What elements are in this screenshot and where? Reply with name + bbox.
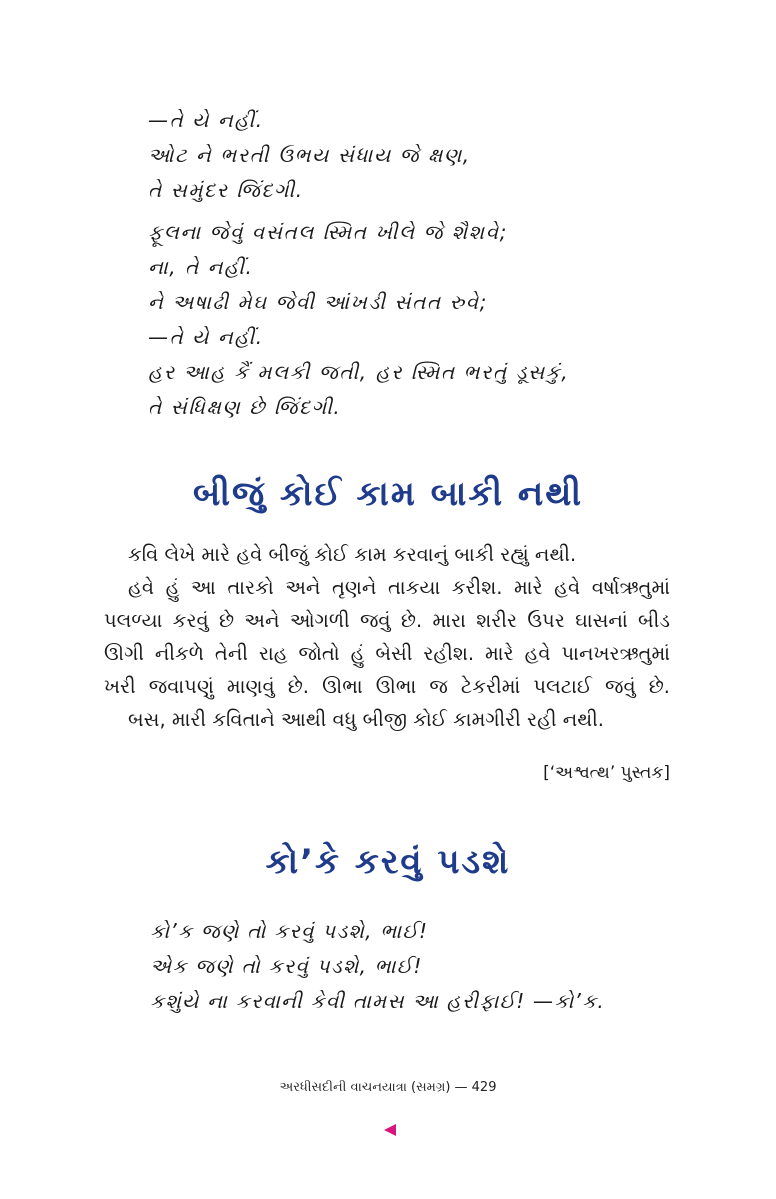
prose-line: પલળ્યા કરવું છે અને ઓગળી જવું છે. મારા શરીર ઉપર ઘાસનાં બીડ [104, 609, 670, 632]
poem-stanza [150, 914, 605, 1019]
poem-line: —તે યે નહીં. [148, 108, 264, 132]
poem-line: ફૂલના જેવું વસંતલ સ્મિત ખીલે જે શૈશવે; [148, 220, 508, 244]
poem-line: કશુંયે ના કરવાની કેવી તામસ આ હરીફાઈ! —કો’ક. [150, 989, 605, 1013]
poem-line: તે સંધિક્ષણ છે જિંદગી. [148, 395, 342, 419]
poem-line: ઓટ ને ભરતી ઉભય સંધાય જે ક્ષણ, [148, 143, 471, 167]
section-title: બીજું કોઈ કામ બાકી નથી [192, 474, 584, 514]
prose-line: બસ, મારી કવિતાને આથી વધુ બીજી કોઈ કામગીરી રહી નથી. [128, 708, 605, 731]
section-title: કો’કે કરવું પડશે [265, 842, 511, 882]
prose-line: હવે હું આ તારકો અને તૃણને તાકયા કરીશ. મારે હવે વર્ષાઋતુમાં [128, 576, 670, 599]
poem-line: ને અષાઢી મેઘ જેવી આંખડી સંતત રુવે; [148, 290, 488, 314]
prose-line: ઊગી નીકળે તેની રાહ જોતો હું બેસી રહીશ. મારે હવે પાનખરઋતુમાં [104, 642, 670, 665]
poem-line: હર આહ કૈં મલકી જતી, હર સ્મિત ભરતું ડૂસકું, [148, 360, 570, 384]
prose-line: કવિ લેખે મારે હવે બીજું કોઈ કામ કરવાનું બાકી રહ્યું નથી. [128, 543, 577, 566]
source-citation: [‘અશ્વત્થ’ પુસ્તક] [543, 763, 670, 783]
poem-fragment-top [148, 103, 471, 208]
poem-line: —તે યે નહીં. [148, 325, 264, 349]
page-footer: અરધીસદીની વાચનયાત્રા (સમગ્ર) — 429 [279, 1080, 497, 1095]
poem-line: કો’ક જણે તો કરવું પડશે, ભાઈ! [150, 919, 429, 943]
poem-line: એક જણે તો કરવું પડશે, ભાઈ! [150, 954, 423, 978]
prose-line: ખરી જવાપણું માણવું છે. ઊભા ઊભા જ ટેકરીમાં પલટાઈ જવું છે. [104, 675, 670, 698]
triangle-left-icon[interactable] [384, 1124, 396, 1136]
poem-stanza [148, 215, 569, 425]
poem-line: તે સમુંદર જિંદગી. [148, 178, 304, 202]
prose-paragraph [104, 538, 670, 736]
poem-line: ના, તે નહીં. [148, 255, 254, 279]
